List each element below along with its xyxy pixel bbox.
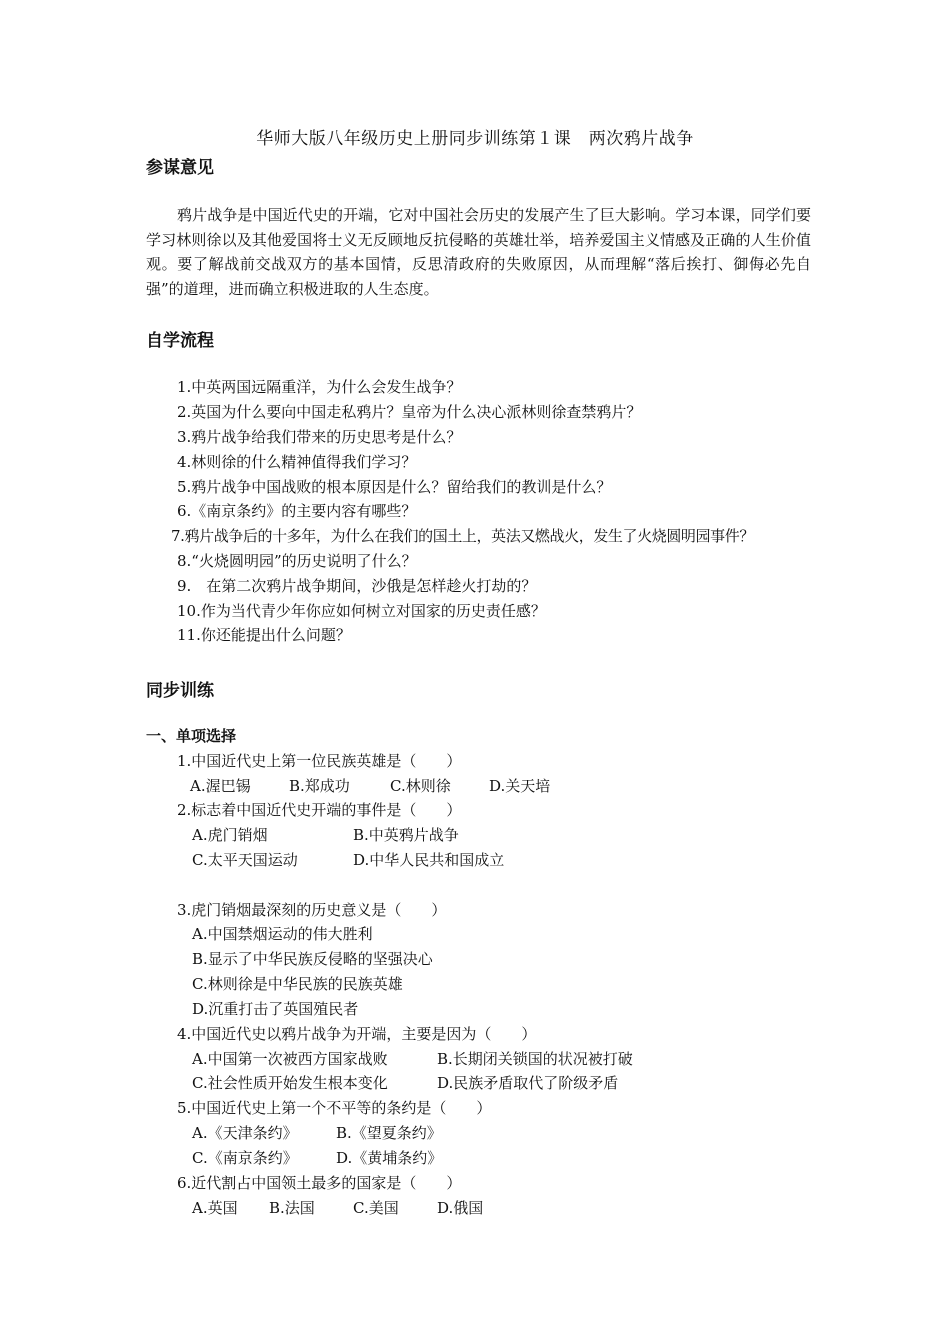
mcq-5-stem: 5.中国近代史上第一个不平等的条约是（ ）	[177, 1099, 492, 1117]
question-2: 2.英国为什么要向中国走私鸦片？皇帝为什么决心派林则徐查禁鸦片？	[177, 403, 642, 421]
mcq-5-option-d: D.《黄埔条约》	[336, 1149, 443, 1167]
mcq-2-option-d: D.中华人民共和国成立	[353, 851, 505, 869]
mcq-2-stem: 2.标志着中国近代史开端的事件是（ ）	[177, 801, 462, 819]
mcq-3-stem: 3.虎门销烟最深刻的历史意义是（ ）	[177, 901, 447, 919]
mcq-3-option-d: D.沉重打击了英国殖民者	[192, 1000, 359, 1018]
question-11: 11.你还能提出什么问题？	[177, 626, 351, 644]
mcq-1-option-b: B.郑成功	[289, 777, 350, 795]
mcq-3-option-a: A.中国禁烟运动的伟大胜利	[192, 925, 373, 943]
mcq-3-option-b: B.显示了中华民族反侵略的坚强决心	[192, 950, 433, 968]
mcq-4-option-b: B.长期闭关锁国的状况被打破	[437, 1050, 633, 1068]
section-heading-self-study: 自学流程	[146, 331, 214, 351]
mcq-5-option-a: A.《天津条约》	[192, 1124, 298, 1142]
advice-paragraph: 鸦片战争是中国近代史的开端，它对中国社会历史的发展产生了巨大影响。学习本课，同学们要学习林则徐以及其他爱国将士义无反顾地反抗侵略的英雄壮举，培养爱国主义情感及正确的人生价值观。要了解战前交战双方的基本国情，反思清政府的失败原因，从而理解“落后挨打、御侮必先自强”的道理，进而确立积极进取的人生态度。	[146, 206, 811, 298]
question-1: 1.中英两国远隔重洋，为什么会发生战争？	[177, 378, 462, 396]
document-title: 华师大版八年级历史上册同步训练第１课 两次鸦片战争	[256, 129, 694, 149]
mcq-4-option-a: A.中国第一次被西方国家战败	[192, 1050, 388, 1068]
mcq-4-option-c: C.社会性质开始发生根本变化	[192, 1074, 388, 1092]
mcq-5-option-c: C.《南京条约》	[192, 1149, 298, 1167]
mcq-4-stem: 4.中国近代史以鸦片战争为开端，主要是因为（ ）	[177, 1025, 537, 1043]
question-7: 7.鸦片战争后的十多年，为什么在我们的国土上，英法又燃战火，发生了火烧圆明园事件？	[171, 527, 754, 545]
question-9: 9. 在第二次鸦片战争期间，沙俄是怎样趁火打劫的？	[177, 577, 537, 595]
mcq-6-option-d: D.俄国	[437, 1199, 484, 1217]
mcq-6-option-a: A.英国	[192, 1199, 238, 1217]
mcq-2-option-b: B.中英鸦片战争	[353, 826, 459, 844]
mcq-6-option-b: B.法国	[269, 1199, 315, 1217]
mcq-5-option-b: B.《望夏条约》	[336, 1124, 442, 1142]
question-8: 8.“火烧圆明园”的历史说明了什么？	[177, 552, 417, 570]
mcq-1-option-a: A.渥巴锡	[190, 777, 251, 795]
mcq-1-stem: 1.中国近代史上第一位民族英雄是（ ）	[177, 752, 462, 770]
mcq-3-option-c: C.林则徐是中华民族的民族英雄	[192, 975, 403, 993]
section-heading-advice: 参谋意见	[146, 158, 214, 178]
mcq-1-option-c: C.林则徐	[390, 777, 451, 795]
mcq-6-stem: 6.近代割占中国领土最多的国家是（ ）	[177, 1174, 462, 1192]
question-3: 3.鸦片战争给我们带来的历史思考是什么？	[177, 428, 462, 446]
question-5: 5.鸦片战争中国战败的根本原因是什么？留给我们的教训是什么？	[177, 478, 612, 496]
question-6: 6.《南京条约》的主要内容有哪些？	[177, 502, 417, 520]
question-4: 4.林则徐的什么精神值得我们学习？	[177, 453, 417, 471]
mcq-6-option-c: C.美国	[353, 1199, 399, 1217]
mcq-2-option-c: C.太平天国运动	[192, 851, 298, 869]
mcq-1-option-d: D.关天培	[489, 777, 551, 795]
subheading-single-choice: 一、单项选择	[146, 727, 237, 745]
mcq-2-option-a: A.虎门销烟	[192, 826, 268, 844]
section-heading-practice: 同步训练	[146, 681, 214, 701]
question-10: 10.作为当代青少年你应如何树立对国家的历史责任感？	[177, 602, 546, 620]
mcq-4-option-d: D.民族矛盾取代了阶级矛盾	[437, 1074, 619, 1092]
